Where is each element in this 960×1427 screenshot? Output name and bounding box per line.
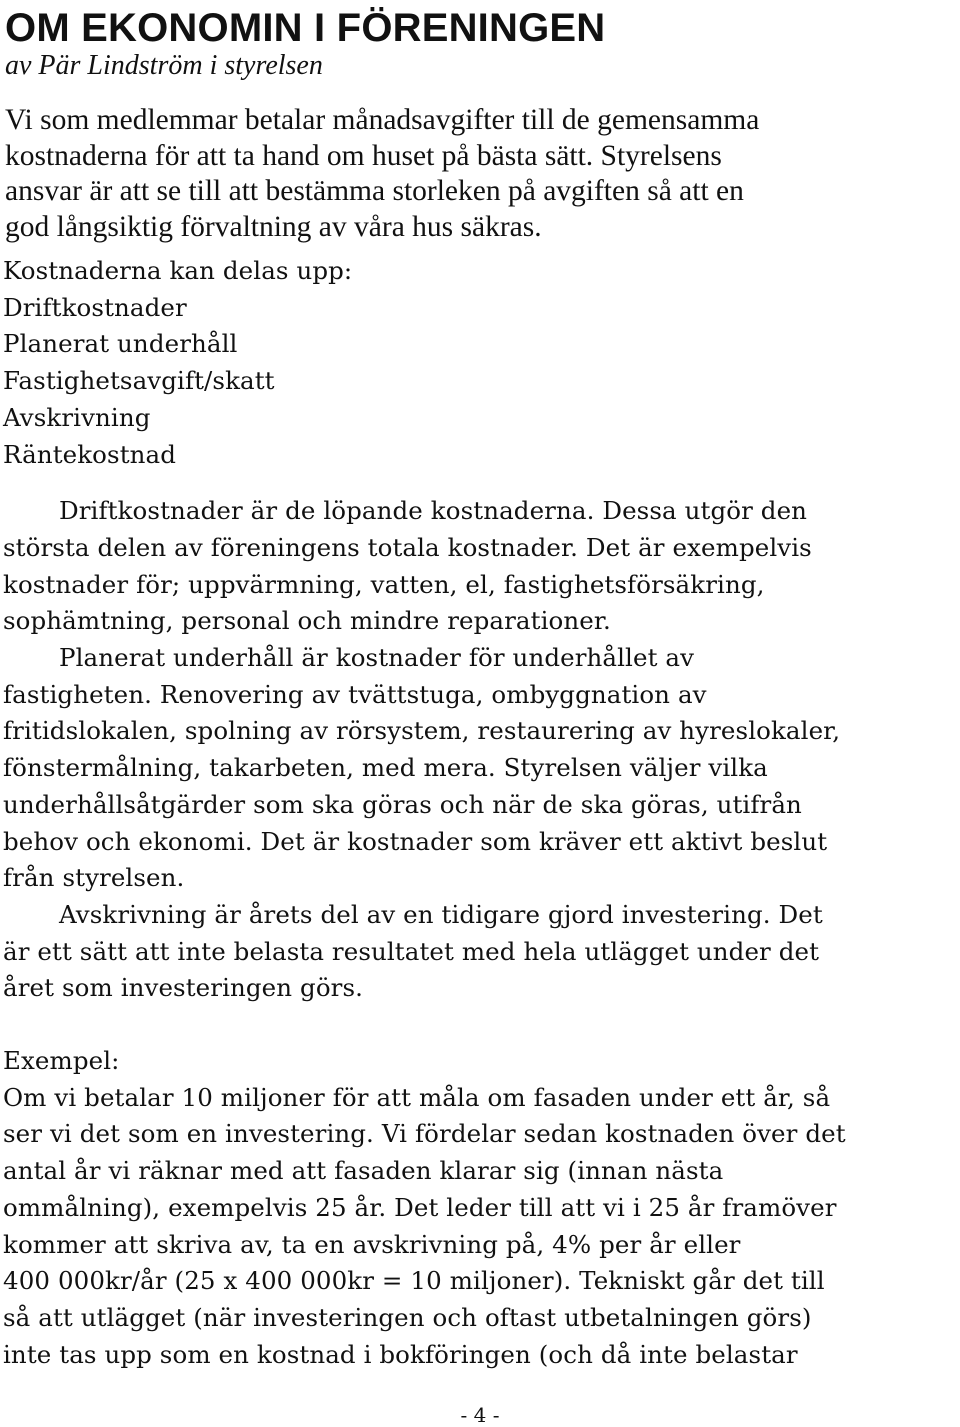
- cost-list-item: Avskrivning: [3, 402, 151, 432]
- driftkostnader-paragraph: [3, 493, 953, 640]
- intro-line: ansvar är att se till att bestämma storleken på avgiften så att en: [5, 175, 744, 207]
- intro-line: kostnaderna för att ta hand om huset på bästa sätt. Styrelsens: [5, 139, 722, 172]
- paragraph-line: fönstermålning, takarbeten, med mera. Styrelsen väljer vilka: [3, 753, 768, 783]
- paragraph-line: sophämtning, personal och mindre reparationer.: [3, 606, 611, 636]
- paragraph-line: från styrelsen.: [3, 863, 185, 893]
- paragraph-line: största delen av föreningens totala kostnader. Det är exempelvis: [3, 532, 812, 562]
- cost-list: [3, 253, 953, 473]
- intro-paragraph: [5, 103, 953, 245]
- article-title: OM EKONOMIN I FÖRENINGEN: [5, 6, 606, 50]
- paragraph-line: så att utlägget (när investeringen och oftast utbetalningen görs): [3, 1302, 812, 1332]
- paragraph-line: Driftkostnader är de löpande kostnaderna. Dessa utgör den: [59, 496, 808, 526]
- paragraph-line: ser vi det som en investering. Vi fördelar sedan kostnaden över det: [3, 1119, 846, 1149]
- avskrivning-paragraph: [3, 897, 953, 1007]
- cost-list-item: Fastighetsavgift/skatt: [3, 366, 275, 396]
- cost-list-intro: Kostnaderna kan delas upp:: [3, 256, 353, 285]
- paragraph-line: underhållsåtgärder som ska göras och när de ska göras, utifrån: [3, 789, 802, 819]
- spacer: [3, 1007, 953, 1043]
- paragraph-line: 400 000kr/år (25 x 400 000kr = 10 miljoner). Tekniskt går det till: [3, 1266, 825, 1296]
- paragraph-line: ommålning), exempelvis 25 år. Det leder till att vi i 25 år framöver: [3, 1192, 837, 1222]
- cost-list-item: Räntekostnad: [3, 439, 177, 469]
- intro-line: Vi som medlemmar betalar månadsavgifter till de gemensamma: [5, 104, 760, 136]
- paragraph-line: kommer att skriva av, ta en avskrivning på, 4% per år eller: [3, 1229, 741, 1259]
- paragraph-line: fritidslokalen, spolning av rörsystem, restaurering av hyreslokaler,: [3, 716, 841, 746]
- paragraph-line: Om vi betalar 10 miljoner för att måla om fasaden under ett år, så: [3, 1082, 831, 1112]
- paragraph-line: inte tas upp som en kostnad i bokföringen (och då inte belastar: [3, 1339, 798, 1369]
- paragraph-line: antal år vi räknar med att fasaden klarar sig (innan nästa: [3, 1156, 724, 1186]
- paragraph-line: året som investeringen görs.: [3, 973, 364, 1003]
- example-section: [3, 1043, 953, 1373]
- paragraph-line: kostnader för; uppvärmning, vatten, el, fastighetsförsäkring,: [3, 569, 765, 599]
- paragraph-line: är ett sätt att inte belasta resultatet med hela utlägget under det: [3, 936, 820, 966]
- paragraph-line: fastigheten. Renovering av tvättstuga, ombyggnation av: [3, 679, 707, 709]
- paragraph-line: Avskrivning är årets del av en tidigare gjord investering. Det: [59, 899, 823, 929]
- paragraph-line: behov och ekonomi. Det är kostnader som kräver ett aktivt beslut: [3, 826, 828, 856]
- paragraph-line: Planerat underhåll är kostnader för underhållet av: [59, 643, 695, 673]
- underhall-paragraph: [3, 640, 953, 897]
- page-number: - 4 -: [460, 1403, 500, 1427]
- article-byline: av Pär Lindström i styrelsen: [5, 50, 323, 81]
- article-body: [3, 253, 953, 1373]
- cost-list-item: Planerat underhåll: [3, 329, 238, 359]
- document-page: [3, 0, 953, 1373]
- example-label: Exempel:: [3, 1046, 120, 1076]
- cost-list-item: Driftkostnader: [3, 292, 187, 322]
- spacer: [3, 473, 953, 493]
- intro-line: god långsiktig förvaltning av våra hus säkras.: [5, 210, 542, 243]
